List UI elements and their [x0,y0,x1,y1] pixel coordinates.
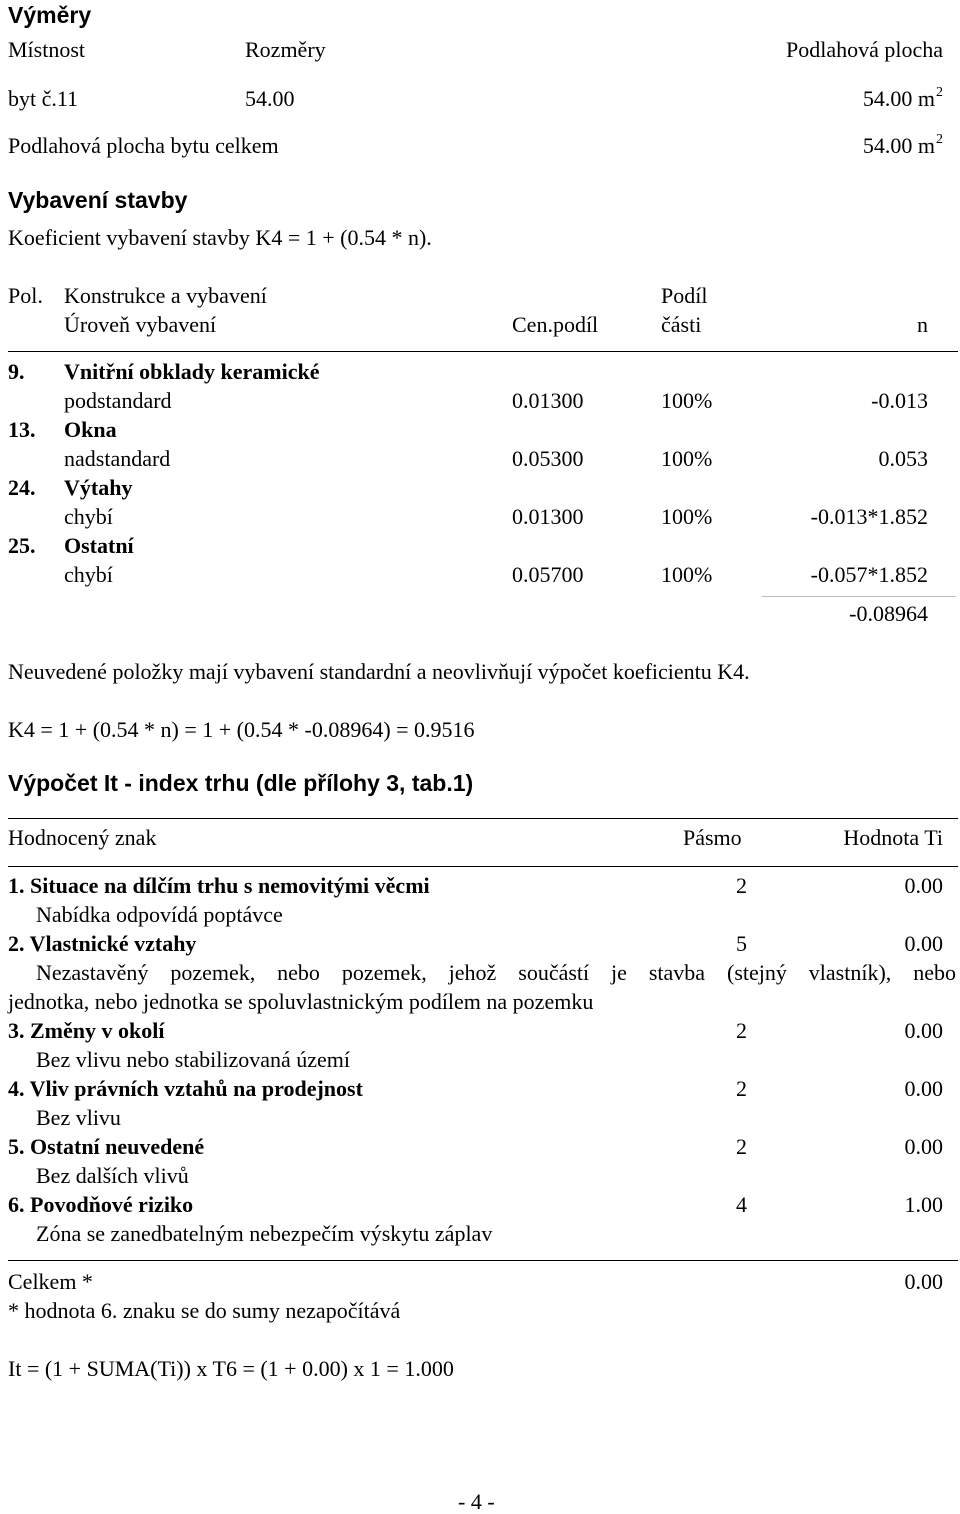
it-item-desc: Bez vlivu [36,1105,121,1130]
it-item-value: 0.00 [904,1134,943,1159]
k4-formula: K4 = 1 + (0.54 * n) = 1 + (0.54 * -0.08964) = 0.9516 [8,717,475,742]
item-cen-podil: 0.01300 [512,388,584,413]
it-item-name: 2. Vlastnické vztahy [8,931,197,956]
item-cast: 100% [661,446,713,471]
item-cast: 100% [661,504,713,529]
it-formula: It = (1 + SUMA(Ti)) x T6 = (1 + 0.00) x 1 = 1.000 [8,1356,454,1381]
it-item-name: 1. Situace na dílčím trhu s nemovitými věcmi [8,873,430,898]
header-cen-podil: Cen.podíl [512,312,599,337]
it-item-name: 6. Povodňové riziko [8,1192,194,1217]
header-podil: Podíl [661,283,708,308]
it-item-pasmo: 5 [736,931,747,956]
it-item-desc: Nabídka odpovídá poptávce [36,902,283,927]
room-name: byt č.11 [8,86,79,111]
section-title-vybaveni: Vybavení stavby [8,187,188,213]
item-name: Ostatní [64,533,134,558]
it-item-desc-continued: jednotka, nebo jednotka se spoluvlastnickým podílem na pozemku [8,989,594,1014]
room-dims: 54.00 [245,86,295,111]
item-level: chybí [64,504,113,529]
total-area-value: 54.00 $m^2$ [862,132,943,158]
item-n: -0.057*1.852 [810,562,928,587]
table-top-rule [8,818,958,819]
table-divider [8,351,958,352]
page-number: - 4 - [458,1489,495,1514]
header-pasmo: Pásmo [683,825,742,850]
it-item-value: 0.00 [904,1018,943,1043]
section-title-it: Výpočet It - index trhu (dle přílohy 3, tab.1) [8,770,474,796]
it-item-pasmo: 2 [736,873,747,898]
header-area: Podlahová plocha [785,37,943,62]
total-rule [8,1260,958,1261]
note-text: Neuvedené položky mají vybavení standardní a neovlivňují výpočet koeficientu K4. [8,659,750,684]
it-item-desc: Zóna se zanedbatelným nebezpečím výskytu záplav [36,1221,493,1246]
header-znak: Hodnocený znak [8,825,157,850]
it-item-desc: Bez dalších vlivů [36,1163,189,1188]
item-number: 25. [8,533,36,558]
it-item-pasmo: 4 [736,1192,747,1217]
item-level: podstandard [64,388,172,413]
item-cen-podil: 0.05700 [512,562,584,587]
item-name: Výtahy [64,475,133,500]
item-n: -0.013*1.852 [810,504,928,529]
it-total-label: Celkem * [8,1269,93,1294]
item-level: chybí [64,562,113,587]
it-item-value: 0.00 [904,873,943,898]
item-n: -0.013 [871,388,928,413]
it-item-pasmo: 2 [736,1018,747,1043]
item-number: 24. [8,475,36,500]
item-number: 13. [8,417,36,442]
room-area: 54.00 $m^2$ [862,85,943,111]
sum-n: -0.08964 [849,601,928,626]
it-item-value: 0.00 [904,1076,943,1101]
item-level: nadstandard [64,446,171,471]
header-uroven: Úroveň vybavení [64,312,217,337]
item-name: Okna [64,417,117,442]
it-item-name: 5. Ostatní neuvedené [8,1134,205,1159]
header-pol: Pol. [8,283,43,308]
header-room: Místnost [8,37,86,62]
section-title-vymery: Výměry [8,2,92,28]
item-cen-podil: 0.01300 [512,504,584,529]
it-item-value: 1.00 [904,1192,943,1217]
table-header-rule [8,866,958,867]
it-item-name: 3. Změny v okolí [8,1018,165,1043]
it-item-desc: Bez vlivu nebo stabilizovaná území [36,1047,351,1072]
item-cen-podil: 0.05300 [512,446,584,471]
coefficient-text: Koeficient vybavení stavby K4 = 1 + (0.54 * n). [8,225,432,250]
it-item-value: 0.00 [904,931,943,956]
item-name: Vnitřní obklady keramické [64,359,320,384]
it-total-value: 0.00 [904,1269,943,1294]
header-hodnota: Hodnota Ti [843,825,943,850]
it-footnote: * hodnota 6. znaku se do sumy nezapočítává [8,1298,401,1323]
it-item-pasmo: 2 [736,1134,747,1159]
total-area-label: Podlahová plocha bytu celkem [8,133,279,158]
item-n: 0.053 [878,446,928,471]
header-konstrukce: Konstrukce a vybavení [64,283,267,308]
item-number: 9. [8,359,25,384]
sum-divider [762,596,956,597]
header-dims: Rozměry [245,37,326,62]
it-item-name: 4. Vliv právních vztahů na prodejnost [8,1076,363,1101]
it-item-pasmo: 2 [736,1076,747,1101]
header-n: n [917,312,928,337]
it-item-desc: Nezastavěný pozemek, nebo pozemek, jehož součástí je stavba (stejný vlastník), nebo [36,960,956,985]
item-cast: 100% [661,562,713,587]
header-casti: části [661,312,702,337]
item-cast: 100% [661,388,713,413]
